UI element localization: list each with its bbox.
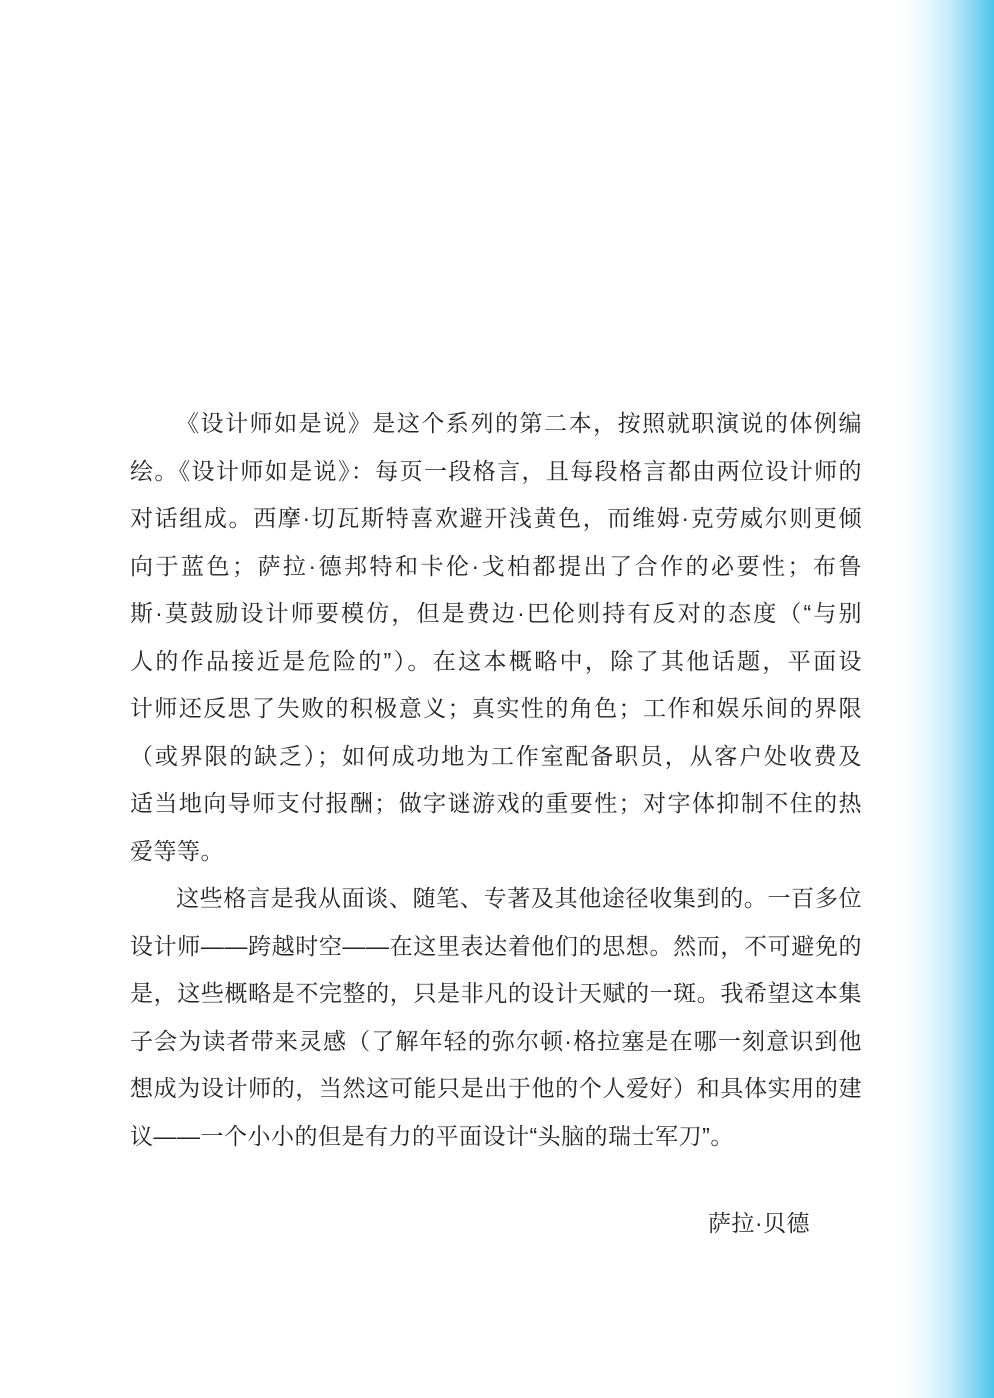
page-edge-gradient [900, 0, 994, 1398]
text-line: 人的作品接近是危险的”）。在这本概略中，除了其他话题，平面设 [130, 647, 862, 674]
text-line: 是，这些概略是不完整的，只是非凡的设计天赋的一斑。我希望这本集 [130, 980, 862, 1006]
text-line: 想成为设计师的，当然这可能只是出于他的个人爱好）和具体实用的建 [130, 1075, 862, 1101]
text-line: 设计师——跨越时空——在这里表达着他们的思想。然而，不可避免的 [130, 932, 862, 959]
author-signature: 萨拉·贝德 [707, 1210, 810, 1236]
text-line: 向于蓝色；萨拉·德邦特和卡伦·戈柏都提出了合作的必要性；布鲁 [130, 552, 862, 579]
text-line: 爱等等。 [130, 837, 224, 864]
body-text [130, 400, 862, 1248]
text-line: 《设计师如是说》是这个系列的第二本，按照就职演说的体例编 [176, 410, 862, 436]
paragraphs [130, 400, 862, 1160]
text-line: 议——一个小小的但是有力的平面设计“头脑的瑞士军刀”。 [130, 1122, 734, 1149]
text-line: （或界限的缺乏）；如何成功地为工作室配备职员，从客户处收费及 [130, 742, 862, 769]
text-line: 这些格言是我从面谈、随笔、专著及其他途径收集到的。一百多位 [176, 885, 862, 911]
text-line: 子会为读者带来灵感（了解年轻的弥尔顿·格拉塞是在哪一刻意识到他 [130, 1027, 862, 1054]
text-line: 适当地向导师支付报酬；做字谜游戏的重要性；对字体抑制不住的热 [130, 790, 862, 816]
text-line: 计师还反思了失败的积极意义；真实性的角色；工作和娱乐间的界限 [130, 695, 862, 721]
text-line: 斯·莫鼓励设计师要模仿，但是费边·巴伦则持有反对的态度（“与别 [130, 600, 862, 626]
text-line: 绘。《设计师如是说》：每页一段格言，且每段格言都由两位设计师的 [130, 457, 862, 484]
text-line: 对话组成。西摩·切瓦斯特喜欢避开浅黄色，而维姆·克劳威尔则更倾 [130, 505, 862, 531]
